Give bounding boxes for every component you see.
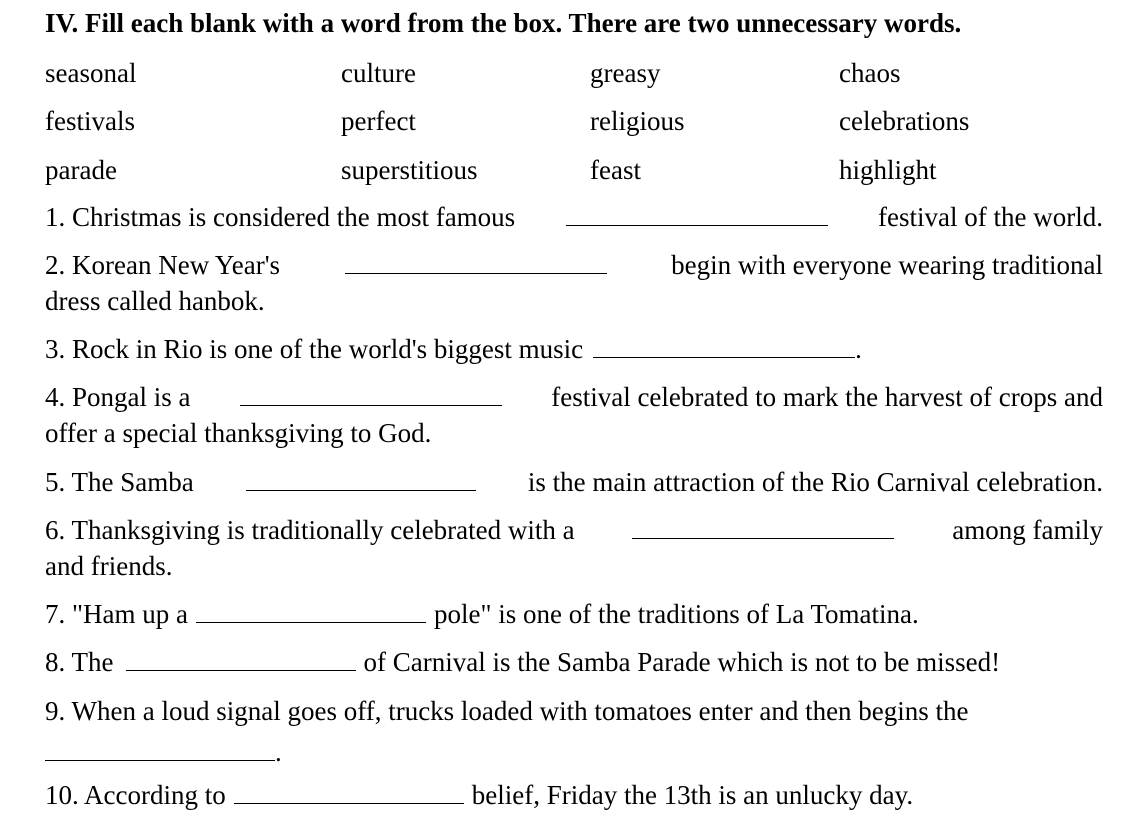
answer-blank[interactable] [593, 335, 855, 358]
answer-blank[interactable] [196, 600, 426, 623]
exercise-instruction: IV. Fill each blank with a word from the box. There are two unnecessary words. [45, 8, 962, 38]
question-text: 6. Thanksgiving is traditionally celebrated with a [45, 515, 575, 545]
question-text: 7. "Ham up a [45, 599, 188, 629]
word-box-row [45, 58, 1103, 92]
word-option: parade [45, 155, 117, 185]
word-option: culture [341, 58, 416, 88]
word-option: celebrations [839, 106, 970, 136]
question-10 [45, 780, 1103, 814]
answer-blank[interactable] [126, 648, 356, 671]
word-option: superstitious [341, 155, 478, 185]
question-8 [45, 647, 1103, 681]
question-text: belief, Friday the 13th is an unlucky day. [471, 780, 914, 810]
question-6 [45, 515, 1103, 585]
answer-blank[interactable] [345, 251, 607, 274]
answer-blank[interactable] [240, 383, 502, 406]
question-3 [45, 334, 1103, 368]
question-text: 4. Pongal is a [45, 382, 191, 412]
word-option: highlight [839, 155, 937, 185]
question-text: pole" is one of the traditions of La Tomatina. [434, 599, 919, 629]
question-text: 2. Korean New Year's [45, 250, 281, 280]
word-box-row [45, 155, 1103, 189]
word-option: festivals [45, 106, 135, 136]
question-text: 1. Christmas is considered the most famous [45, 202, 516, 232]
question-text: . [855, 334, 862, 364]
question-text: 10. According to [45, 780, 226, 810]
question-text: of Carnival is the Samba Parade which is not to be missed! [363, 647, 1001, 677]
answer-blank[interactable] [234, 781, 464, 804]
question-text: festival of the world. [878, 202, 1103, 232]
question-text: 9. When a loud signal goes off, trucks loaded with tomatoes enter and then begins the [45, 696, 969, 726]
question-text: offer a special thanksgiving to God. [45, 418, 432, 448]
word-option: seasonal [45, 58, 137, 88]
question-text: 8. The [45, 647, 114, 677]
question-text: festival celebrated to mark the harvest of crops and [551, 382, 1103, 412]
answer-blank[interactable] [246, 468, 476, 491]
question-2 [45, 250, 1103, 320]
question-text: 3. Rock in Rio is one of the world's biggest music [45, 334, 584, 364]
question-text: and friends. [45, 551, 173, 581]
question-4 [45, 382, 1103, 452]
question-text: begin with everyone wearing traditional [671, 250, 1103, 280]
word-option: religious [590, 106, 685, 136]
question-text: 5. The Samba [45, 467, 194, 497]
word-option: greasy [590, 58, 661, 88]
question-5 [45, 467, 1103, 501]
question-9 [45, 696, 1103, 771]
question-text: dress called hanbok. [45, 286, 265, 316]
word-option: chaos [839, 58, 901, 88]
question-1 [45, 202, 1103, 236]
word-option: feast [590, 155, 641, 185]
answer-blank[interactable] [632, 516, 894, 539]
answer-blank[interactable] [566, 203, 828, 226]
question-text: is the main attraction of the Rio Carnival celebration. [527, 467, 1103, 497]
question-text: among family [952, 515, 1103, 545]
question-7 [45, 599, 1103, 633]
question-text: . [275, 737, 282, 767]
word-option: perfect [341, 106, 416, 136]
word-box-row [45, 106, 1103, 140]
answer-blank[interactable] [45, 738, 275, 761]
